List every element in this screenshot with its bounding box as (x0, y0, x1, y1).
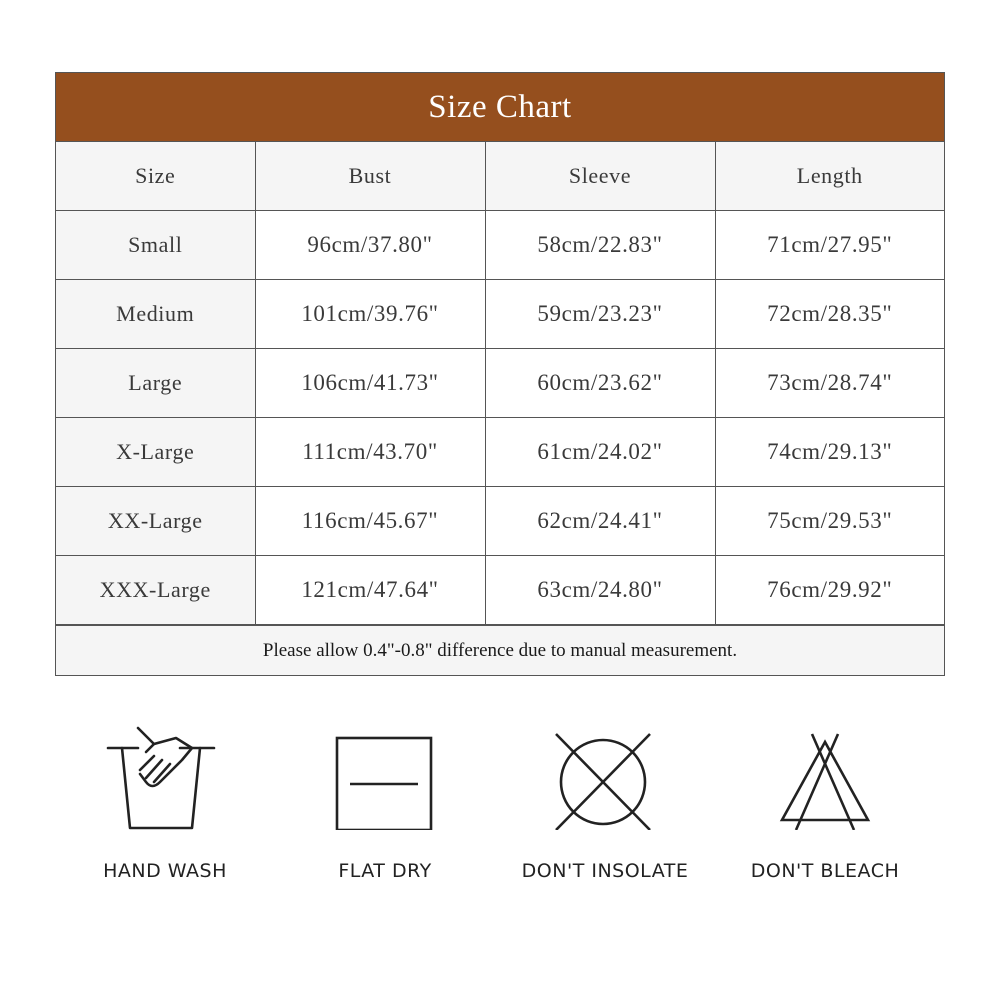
header-length: Length (715, 142, 944, 211)
measurement-note: Please allow 0.4"-0.8" difference due to manual measurement. (56, 625, 944, 675)
table-row (56, 280, 944, 349)
bust-value: 121cm/47.64" (255, 556, 485, 625)
bust-value: 116cm/45.67" (255, 487, 485, 556)
table-row (56, 487, 944, 556)
chart-title: Size Chart (56, 73, 944, 142)
length-value: 73cm/28.74" (715, 349, 944, 418)
bust-value: 101cm/39.76" (255, 280, 485, 349)
sleeve-value: 58cm/22.83" (485, 211, 715, 280)
care-hand-wash (55, 720, 275, 882)
care-label: HAND WASH (103, 860, 227, 882)
sleeve-value: 63cm/24.80" (485, 556, 715, 625)
care-label: DON'T BLEACH (750, 860, 900, 882)
care-instructions (55, 720, 945, 900)
header-row (56, 142, 944, 211)
size-label: Small (56, 211, 255, 280)
sleeve-value: 61cm/24.02" (485, 418, 715, 487)
length-value: 71cm/27.95" (715, 211, 944, 280)
dont-bleach-icon (760, 720, 890, 830)
care-flat-dry (275, 720, 495, 882)
header-bust: Bust (255, 142, 485, 211)
size-label: Medium (56, 280, 255, 349)
size-label: XX-Large (56, 487, 255, 556)
care-dont-insolate (495, 720, 715, 882)
sleeve-value: 59cm/23.23" (485, 280, 715, 349)
flat-dry-icon (320, 720, 450, 830)
size-label: X-Large (56, 418, 255, 487)
bust-value: 111cm/43.70" (255, 418, 485, 487)
table-row (56, 349, 944, 418)
size-label: Large (56, 349, 255, 418)
sleeve-value: 60cm/23.62" (485, 349, 715, 418)
header-size: Size (56, 142, 255, 211)
length-value: 74cm/29.13" (715, 418, 944, 487)
care-label: DON'T INSOLATE (521, 860, 689, 882)
length-value: 75cm/29.53" (715, 487, 944, 556)
size-chart (55, 72, 945, 676)
length-value: 76cm/29.92" (715, 556, 944, 625)
size-table (56, 142, 944, 625)
dont-insolate-icon (540, 720, 670, 830)
care-label: FLAT DRY (338, 860, 432, 882)
care-dont-bleach (715, 720, 935, 882)
header-sleeve: Sleeve (485, 142, 715, 211)
size-label: XXX-Large (56, 556, 255, 625)
table-row (56, 418, 944, 487)
hand-wash-icon (100, 720, 230, 830)
table-row (56, 556, 944, 625)
bust-value: 96cm/37.80" (255, 211, 485, 280)
table-row (56, 211, 944, 280)
sleeve-value: 62cm/24.41" (485, 487, 715, 556)
bust-value: 106cm/41.73" (255, 349, 485, 418)
length-value: 72cm/28.35" (715, 280, 944, 349)
